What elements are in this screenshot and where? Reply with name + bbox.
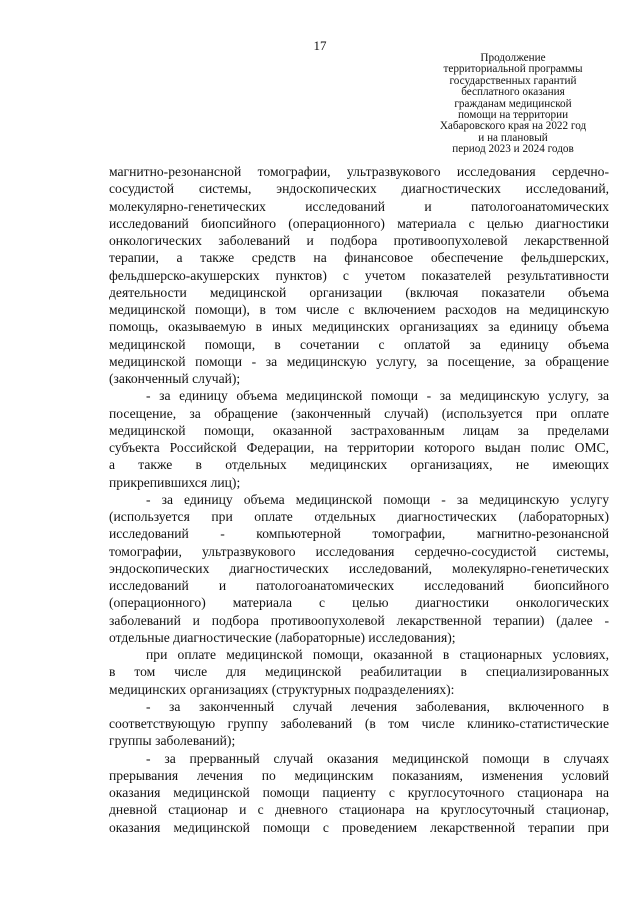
text-line: прерывания лечения по медицинским показаниям, изменения условий: [109, 767, 609, 783]
text-line: деятельности медицинской организации (включая показатели объема: [109, 284, 609, 300]
text-line: - за единицу объема медицинской помощи - за медицинскую услугу: [146, 491, 609, 507]
text-line: магнитно-резонансной томографии, ультразвукового исследования сердечно-: [109, 164, 609, 179]
paragraph-list-item-interrupted-case: [109, 750, 609, 836]
text-line: помощь, оказываемую в иных медицинских организациях за единицу объема: [109, 319, 609, 335]
header-line: помощи на территории: [457, 109, 569, 122]
text-line: эндоскопических диагностических исследований, молекулярно-генетических: [109, 560, 609, 576]
document-body: [109, 163, 609, 836]
header-line: государственных гарантий: [449, 74, 577, 87]
text-line: медицинской помощи, оказанной застрахованным лицам за пределами: [109, 422, 609, 438]
text-line: посещение, за обращение (законченный случай) (используется при оплате: [109, 405, 609, 421]
text-line: медицинской помощи), в том числе с включением расходов на медицинскую: [109, 302, 609, 317]
text-line: прикрепившихся лиц);: [109, 474, 241, 490]
text-line: - за единицу объема медицинской помощи - за медицинскую услугу, за: [146, 388, 609, 404]
text-line: в том числе для медицинской реабилитации в специализированных: [109, 664, 609, 680]
paragraph-payment-methods-continued: [109, 163, 609, 387]
text-line: субъекта Российской Федерации, на территории которого выдан полис ОМС,: [109, 440, 609, 455]
page-number: 17: [313, 38, 327, 53]
header-line: Продолжение: [480, 52, 546, 64]
text-line: медицинской помощи - за медицинскую услугу, за посещение, за обращение: [109, 353, 609, 369]
paragraph-list-item-diagnostic-services: [109, 491, 609, 646]
paragraph-list-item-completed-case: [109, 698, 609, 750]
text-line: при оплате медицинской помощи, оказанной в стационарных условиях,: [146, 647, 609, 662]
text-line: - за прерванный случай оказания медицинской помощи в случаях: [146, 750, 609, 766]
text-line: исследований - компьютерной томографии, магнитно-резонансной: [109, 526, 609, 542]
text-line: онкологических заболеваний и подбора противоопухолевой лекарственной: [109, 233, 609, 248]
text-line: заболеваний и подбора противоопухолевой лекарственной терапии) (далее -: [109, 612, 609, 628]
text-line: (операционного) материала с целью диагностики онкологических: [109, 595, 609, 611]
header-line: бесплатного оказания: [461, 86, 565, 99]
text-line: фельдшерско-акушерских пунктов) с учетом показателей результативности: [109, 267, 609, 283]
header-line: Хабаровского края на 2022 год: [439, 120, 587, 133]
paragraph-inpatient-payment: [109, 646, 609, 698]
text-line: отдельные диагностические (лабораторные) исследования);: [109, 629, 456, 645]
text-line: медицинских организациях (структурных подразделениях):: [109, 681, 455, 697]
text-line: терапии, а также средств на финансовое обеспечение фельдшерских,: [109, 250, 609, 266]
text-line: исследований биопсийного (операционного) материала с целью диагностики: [109, 215, 609, 231]
text-line: молекулярно-генетических исследований и патологоанатомических: [109, 198, 609, 214]
text-line: сосудистой системы, эндоскопических диагностических исследований,: [109, 181, 609, 197]
text-line: - за законченный случай лечения заболевания, включенного в: [146, 698, 609, 714]
text-line: соответствующую группу заболеваний (в том числе клинико-статистические: [109, 716, 609, 731]
paragraph-list-item-per-unit-services: [109, 387, 609, 491]
text-line: (используется при оплате отдельных диагностических (лабораторных): [109, 509, 609, 524]
text-line: оказания медицинской помощи пациенту с круглосуточного стационара на: [109, 785, 609, 800]
text-line: а также в отдельных медицинских организациях, не имеющих: [109, 457, 609, 473]
text-line: томографии, ультразвукового исследования сердечно-сосудистой системы,: [109, 543, 609, 559]
header-line: гражданам медицинской: [454, 97, 572, 110]
text-line: дневной стационар и с дневного стационара на круглосуточный стационар,: [109, 802, 609, 818]
text-line: группы заболеваний);: [109, 733, 236, 749]
text-line: (законченный случай);: [109, 371, 241, 386]
text-line: исследований и патологоанатомических исследований биопсийного: [109, 578, 609, 593]
text-line: оказания медицинской помощи с проведением лекарственной терапии при: [109, 819, 609, 835]
text-line: медицинской помощи, в сочетании с оплатой за единицу объема: [109, 336, 609, 352]
document-header-annotation: [418, 53, 608, 156]
header-line: период 2023 и 2024 годов: [452, 143, 574, 156]
header-line: территориальной программы: [443, 63, 583, 76]
header-line: и на плановый: [478, 131, 548, 144]
